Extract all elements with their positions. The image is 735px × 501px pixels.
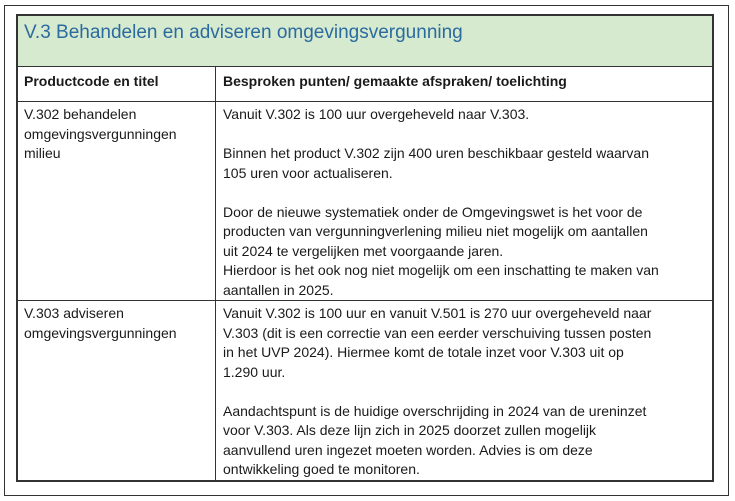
document-table (16, 14, 714, 482)
notes-paragraph (223, 144, 705, 183)
notes-cell (216, 101, 712, 300)
notes-line: V.303 (dit is een correctie van een eerder verschuiving tussen posten (223, 324, 652, 341)
product-line: omgevingsvergunningen (24, 324, 177, 341)
notes-line: ontwikkeling goed te monitoren. (223, 461, 420, 477)
notes-line: producten van vergunningverlening milieu niet mogelijk om aantallen (223, 223, 648, 239)
product-line: V.303 adviseren (24, 305, 124, 321)
notes-line: Aandachtspunt is de huidige overschrijding in 2024 van de ureninzet (223, 402, 647, 419)
column-header-product: Productcode en titel (18, 66, 216, 101)
notes-line: uit 2024 te vergelijken met voorgaande jaren. (223, 242, 504, 259)
notes-line: Binnen het product V.302 zijn 400 uren beschikbaar gesteld waarvan (223, 145, 649, 161)
notes-paragraph (223, 304, 705, 382)
notes-line: 105 uren voor actualiseren. (223, 164, 393, 181)
notes-paragraph (223, 203, 705, 301)
product-cell (18, 300, 216, 482)
notes-line: in het UVP 2024). Hiermee komt de totale inzet voor V.303 uit op (223, 344, 624, 360)
notes-line: Hierdoor is het ook nog niet mogelijk om een inschatting te maken van (223, 262, 659, 278)
column-header-notes: Besproken punten/ gemaakte afspraken/ toelichting (223, 73, 567, 89)
column-header-row (18, 66, 712, 102)
paragraph-gap (223, 125, 705, 145)
table-title: V.3 Behandelen en adviseren omgevingsvergunning (24, 22, 463, 43)
notes-line: aantallen in 2025. (223, 281, 334, 298)
notes-line: voor V.303. Als deze lijn zich in 2025 doorzet zullen mogelijk (223, 422, 597, 438)
notes-cell (216, 300, 712, 482)
notes-line: 1.290 uur. (223, 363, 286, 380)
table-row (18, 300, 712, 482)
product-line: V.302 behandelen (24, 106, 137, 122)
paragraph-gap (223, 183, 705, 203)
product-line: omgevingsvergunningen (24, 125, 177, 142)
table-title-bar (18, 16, 712, 67)
notes-line: Door de nieuwe systematiek onder de Omgevingswet is het voor de (223, 203, 643, 220)
table-row (18, 101, 712, 301)
notes-paragraph (223, 105, 705, 125)
notes-line: aanvullend uren ingezet moeten worden. Advies is om deze (223, 441, 593, 458)
product-cell (18, 101, 216, 300)
notes-line: Vanuit V.302 is 100 uur en vanuit V.501 is 270 uur overgeheveld naar (223, 305, 652, 321)
notes-paragraph (223, 402, 705, 480)
paragraph-gap (223, 382, 705, 402)
product-line: milieu (24, 145, 61, 161)
notes-line: Vanuit V.302 is 100 uur overgeheveld naar V.303. (223, 106, 530, 122)
